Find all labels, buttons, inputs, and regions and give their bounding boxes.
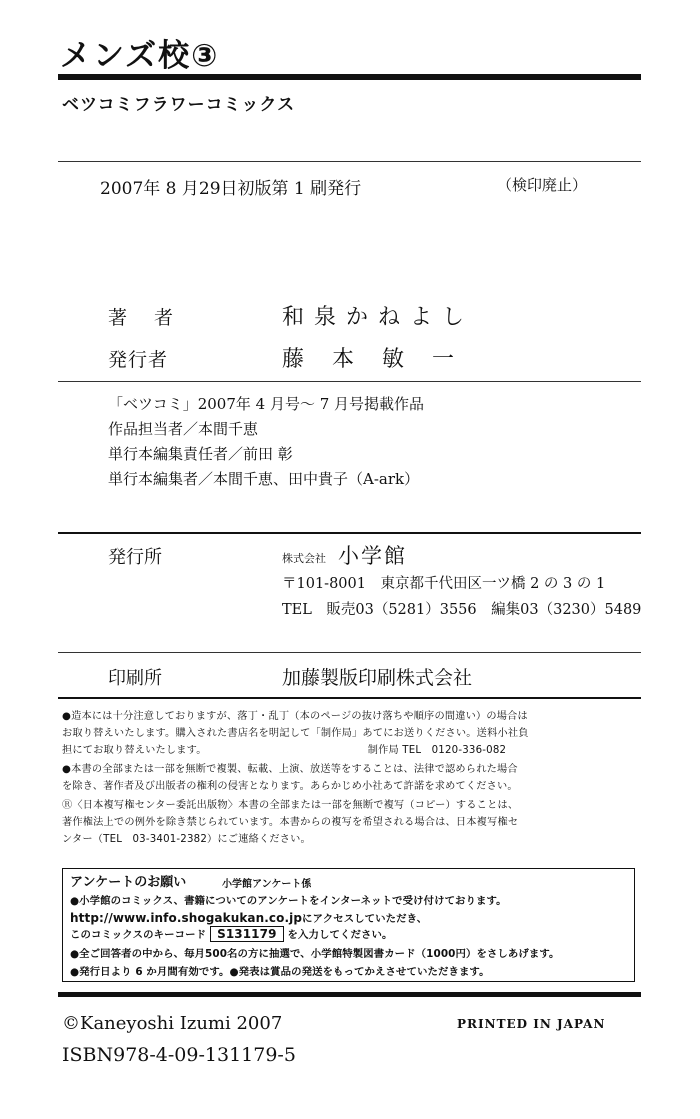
survey-url-suffix: にアクセスしていただき、: [302, 913, 428, 925]
isbn: ISBN978-4-09-131179-5: [62, 1044, 296, 1066]
survey-url-link[interactable]: http://www.info.shogakukan.co.jp: [70, 911, 303, 925]
survey-keycode-line: [70, 926, 392, 942]
serialization-rule: [58, 532, 641, 534]
book-title: メンズ校③: [60, 38, 220, 74]
publisher-address: 〒101-8001 東京都千代田区一ツ橋 2 の 3 の 1: [282, 576, 606, 592]
printer-name: 加藤製版印刷株式会社: [282, 667, 473, 689]
printer-label: 印刷所: [108, 668, 162, 689]
publisher-phone: TEL 販売03（5281）3556 編集03（3230）5489: [282, 602, 642, 618]
notice-line: 著作権法上での例外を除き禁じられています。本書からの複写を希望される場合は、日本複写権セ: [62, 817, 519, 828]
title-rule: [58, 74, 641, 80]
notice-line: Ⓡ〈日本複写権センター委託出版物〉本書の全部または一部を無断で複写（コピー）することは、: [62, 800, 519, 811]
notice-line: ●本書の全部または一部を無断で複製、転載、上演、放送等をすることは、法律で認められた場合: [62, 764, 518, 775]
survey-url-line: [70, 910, 427, 925]
author-name: 和泉かねよし: [282, 305, 475, 330]
author-label: 著 者: [108, 307, 178, 329]
publisher-person-label: 発行者: [108, 349, 169, 371]
survey-keycode: S131179: [210, 926, 283, 942]
copyright: ©Kaneyoshi Izumi 2007: [62, 1013, 283, 1034]
bottom-rule: [58, 992, 641, 997]
publisher-rule: [58, 652, 641, 653]
survey-line: ●全ご回答者の中から、毎月500名の方に抽選で、小学館特製図書カード（1000円）をさしあげます。: [70, 948, 560, 960]
edition-date: 2007年 8 月29日初版第 1 刷発行: [100, 179, 362, 199]
series-name: ベツコミフラワーコミックス: [62, 95, 296, 115]
printer-rule: [58, 697, 641, 699]
publisher-person-name: 藤 本 敏 一: [282, 347, 458, 372]
notice-line: 担にてお取り替えいたします。 制作局 TEL 0120-336-082: [62, 745, 507, 756]
publisher-name: 小学館: [338, 544, 407, 568]
credits-rule: [58, 381, 641, 382]
survey-keycode-suffix: を入力してください。: [287, 929, 393, 941]
notice-line: ●造本には十分注意しておりますが、落丁・乱丁（本のページの抜け落ちや順序の間違い）の場合は: [62, 711, 528, 722]
notice-line: を除き、著作者及び出版者の権利の侵害となります。あらかじめ小社あて許諾を求めてください。: [62, 781, 518, 792]
survey-line: ●発行日より 6 か月間有効です。●発表は賞品の発送をもってかえさせていただきます。: [70, 966, 490, 978]
notice-line: ンター（TEL 03-3401-2382）にご連絡ください。: [62, 834, 311, 845]
survey-keycode-prefix: このコミックスのキーコード: [70, 929, 207, 941]
publisher-label: 発行所: [108, 547, 162, 568]
serialization-line: 作品担当者／本間千恵: [108, 420, 259, 438]
survey-subheading: 小学館アンケート係: [222, 879, 312, 890]
serialization-line: 単行本編集者／本間千恵、田中貴子（A-ark）: [108, 470, 420, 488]
printed-in: PRINTED IN JAPAN: [457, 1017, 606, 1031]
edition-note: （検印廃止）: [497, 176, 588, 194]
survey-line: ●小学館のコミックス、書籍についてのアンケートをインターネットで受け付けております。: [70, 895, 507, 907]
survey-heading: アンケートのお願い: [70, 875, 187, 890]
notice-line: お取り替えいたします。購入された書店名を明記して「制作局」あてにお送りください。送料小社負: [62, 728, 529, 739]
publisher-corp-prefix: 株式会社: [282, 552, 326, 565]
serialization-line: 単行本編集責任者／前田 彰: [108, 445, 293, 463]
serialization-line: 「ベツコミ」2007年 4 月号～ 7 月号掲載作品: [108, 395, 425, 413]
series-rule: [58, 161, 641, 162]
